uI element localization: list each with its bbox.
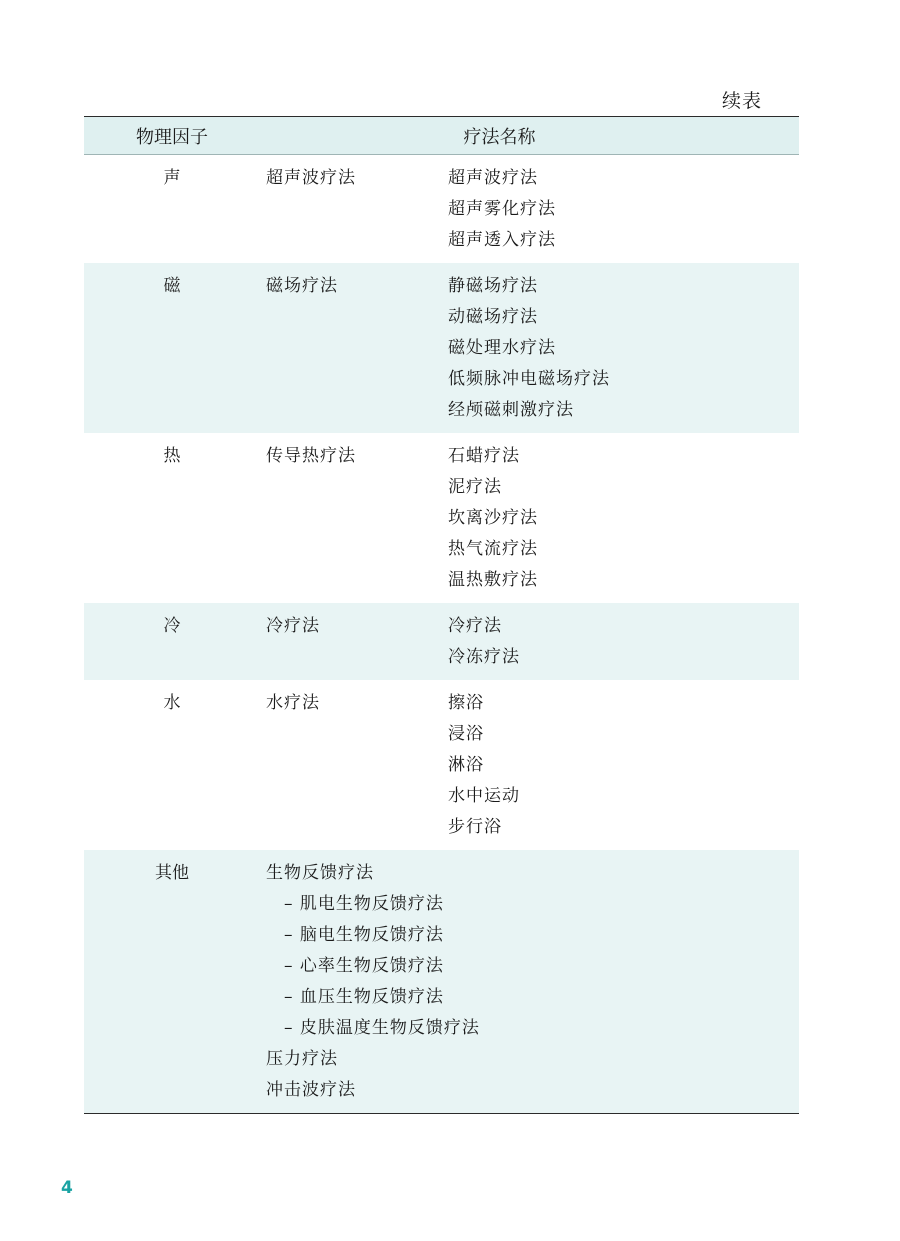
category-cell: 冷疗法 <box>266 616 320 636</box>
header-factor: 物理因子 <box>136 126 208 148</box>
table-row-water <box>84 680 799 850</box>
method-item: 经颅磁刺激疗法 <box>448 400 574 420</box>
method-item: 温热敷疗法 <box>448 570 538 590</box>
method-subitem: – 皮肤温度生物反馈疗法 <box>284 1018 480 1038</box>
category-cell: 磁场疗法 <box>266 276 338 296</box>
table-row-heat <box>84 433 799 603</box>
method-subitem: – 心率生物反馈疗法 <box>284 956 444 976</box>
method-subitem: – 肌电生物反馈疗法 <box>284 894 444 914</box>
factor-cell: 水 <box>163 693 181 713</box>
method-item: 泥疗法 <box>448 477 502 497</box>
method-item: 动磁场疗法 <box>448 307 538 327</box>
method-item: 石蜡疗法 <box>448 446 520 466</box>
method-item: 步行浴 <box>448 817 502 837</box>
methods-cell <box>448 688 799 843</box>
method-item: 热气流疗法 <box>448 539 538 559</box>
methods-cell <box>448 611 799 673</box>
category-cell: 超声波疗法 <box>266 168 356 188</box>
method-item: 淋浴 <box>448 755 484 775</box>
category-cell: 传导热疗法 <box>266 446 356 466</box>
method-item: 超声雾化疗法 <box>448 199 556 219</box>
table-row-magnetic <box>84 263 799 433</box>
header-therapy-name: 疗法名称 <box>463 126 536 148</box>
factor-cell: 磁 <box>163 276 181 296</box>
therapy-table <box>84 116 799 1114</box>
method-item: 冲击波疗法 <box>266 1080 356 1100</box>
methods-cell <box>260 858 799 1106</box>
method-item: 浸浴 <box>448 724 484 744</box>
factor-cell: 热 <box>163 446 181 466</box>
factor-cell: 声 <box>163 168 181 188</box>
method-item: 压力疗法 <box>266 1049 338 1069</box>
methods-cell <box>448 441 799 596</box>
method-item: 超声透入疗法 <box>448 230 556 250</box>
table-row-sound <box>84 155 799 263</box>
method-item: 静磁场疗法 <box>448 276 538 296</box>
table-header <box>84 117 799 155</box>
method-item: 冷冻疗法 <box>448 647 520 667</box>
method-item: 超声波疗法 <box>448 168 538 188</box>
page-number: 4 <box>61 1178 73 1198</box>
method-item: 冷疗法 <box>448 616 502 636</box>
method-subitem: – 血压生物反馈疗法 <box>284 987 444 1007</box>
factor-cell: 其他 <box>155 863 189 883</box>
methods-cell <box>448 271 799 426</box>
table-row-other <box>84 850 799 1113</box>
method-item: 低频脉冲电磁场疗法 <box>448 369 610 389</box>
table-row-cold <box>84 603 799 680</box>
method-subitem: – 脑电生物反馈疗法 <box>284 925 444 945</box>
continued-label: 续表 <box>722 90 763 112</box>
method-item: 水中运动 <box>448 786 520 806</box>
method-item: 坎离沙疗法 <box>448 508 538 528</box>
method-item: 生物反馈疗法 <box>266 863 374 883</box>
category-cell: 水疗法 <box>266 693 320 713</box>
methods-cell <box>448 163 799 256</box>
method-item: 擦浴 <box>448 693 484 713</box>
factor-cell: 冷 <box>163 616 181 636</box>
method-item: 磁处理水疗法 <box>448 338 556 358</box>
